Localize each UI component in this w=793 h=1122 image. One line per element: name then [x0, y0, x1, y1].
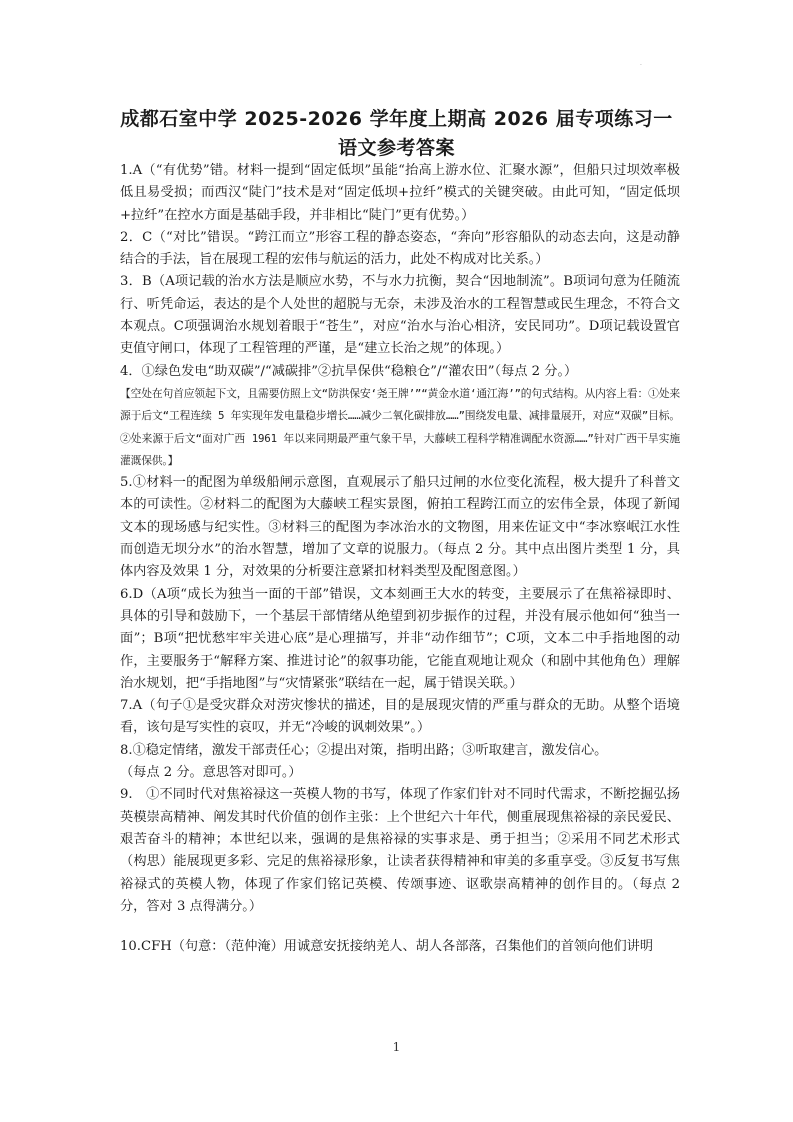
- answer-note: 【空处在句首应领起下文，且需要仿照上文“防洪保安‘尧王牌’”“黄金水道‘通江海’”的句式结构。从内容上看：①处来源于后文“工程连续 5 年实现年发电量稳步增长……减少二氧化碳排放……”围绕发电量、减排量展开，对应“双碳”目标。②处来源于后文“面对广西 1961 年以来同期最严重气象干旱，大藤峡工程科学精准调配水资源……”针对广西干旱实施灌溉保供。】: [120, 386, 680, 467]
- answer-paragraph: 2．C（“对比”错误。“跨江而立”形容工程的静态姿态，“奔向”形容船队的动态去向，这是动静结合的手法，旨在展现工程的宏伟与航运的活力，此处不构成对比关系。）: [120, 229, 680, 268]
- document-subtitle: 语文参考答案: [337, 137, 455, 159]
- answer-paragraph: 7.A（句子①是受灾群众对涝灾惨状的描述，目的是展现灾情的严重与群众的无助。从整个语境看，该句是写实性的哀叹，并无“冷峻的讽刺效果”。）: [120, 698, 680, 736]
- answer-paragraph: 5.①材料一的配图为单级船闸示意图，直观展示了船只过闸的水位变化流程，极大提升了科普文本的可读性。②材料二的配图为大藤峡工程实景图，俯拍工程跨江而立的宏伟全景，体现了新闻文本的现场感与纪实性。③材料三的配图为李冰治水的文物图，用来佐证文中“李冰察岷江水性而创造无坝分水”的治水智慧，增加了文章的说服力。（每点 2 分。其中点出图片类型 1 分，具体内容及效果 1 分，对效果的分析要注意紧扣材料类型及配图意图。）: [120, 475, 680, 580]
- answer-paragraph: 3．B（A项记载的治水方法是顺应水势，不与水力抗衡，契合“因地制流”。B项词句意为任随流行、听凭命运，表达的是个人处世的超脱与无奈，未涉及治水的工程智慧或民生理念，不符合文本观点。C项强调治水规划着眼于“苍生”，对应“治水与治心相济，安民同功”。D项记载设置官吏值守闸口，体现了工程管理的严谨，是“建立长治之规”的体现。）: [120, 274, 680, 357]
- answer-paragraph: （每点 2 分。意思答对即可。）: [120, 765, 302, 781]
- page-number: 1: [392, 1040, 401, 1054]
- answer-paragraph: 10.CFH（句意：（范仲淹）用诚意安抚接纳羌人、胡人各部落，召集他们的首领向他们讲明: [120, 939, 654, 955]
- paragraph-gap: [120, 918, 680, 936]
- answer-paragraph: 6.D（A项“成长为独当一面的干部”错误，文本刻画王大水的转变，主要展示了在焦裕禄即时、具体的引导和鼓励下，一个基层干部情绪从绝望到初步振作的过程，并没有展示他如何“独当一面”；B项“把忧愁牢牢关进心底”是心理描写，并非“动作细节”；C项，文本二中手指地图的动作，主要服务于“解释方案、推进讨论”的叙事功能，它能直观地让观众（和剧中其他角色）理解治水规划，把“手指地图”与“灾情紧张”联结在一起，属于错误关联。）: [120, 586, 680, 691]
- answer-paragraph: 4．①绿色发电“助双碳”/“减碳排”②抗旱保供“稳粮仓”/“灌农田”（每点 2 分。）: [120, 363, 578, 379]
- document-title: 成都石室中学 2025-2026 学年度上期高 2026 届专项练习一: [120, 108, 673, 130]
- scan-dot: ·: [640, 62, 642, 69]
- answer-paragraph: 1.A（“有优势”错。材料一提到“固定低坝”虽能“抬高上游水位、汇聚水源”，但船只过坝效率极低且易受损；而西汉“陡门”技术是对“固定低坝+拉纤”模式的关键突破。由此可知，“固定低坝+拉纤”在控水方面是基础手段，并非相比“陡门”更有优势。）: [120, 163, 680, 223]
- answer-body: [120, 160, 680, 958]
- answer-paragraph: 9. ①不同时代对焦裕禄这一英模人物的书写，体现了作家们针对不同时代需求，不断挖掘弘扬英模崇高精神、阐发其时代价值的创作主张：上个世纪六十年代，侧重展现焦裕禄的亲民爱民、艰苦奋斗的精神；本世纪以来，强调的是焦裕禄的实事求是、勇于担当；②采用不同艺术形式（构思）能展现更多彩、完足的焦裕禄形象，让读者获得精神和审美的多重享受。③反复书写焦裕禄式的英模人物，体现了作家们铭记英模、传颂事迹、讴歌崇高精神的创作目的。（每点 2 分，答对 3 点得满分。）: [120, 787, 680, 914]
- answer-paragraph: 8.①稳定情绪，激发干部责任心；②提出对策，指明出路；③听取建言，激发信心。: [120, 742, 608, 758]
